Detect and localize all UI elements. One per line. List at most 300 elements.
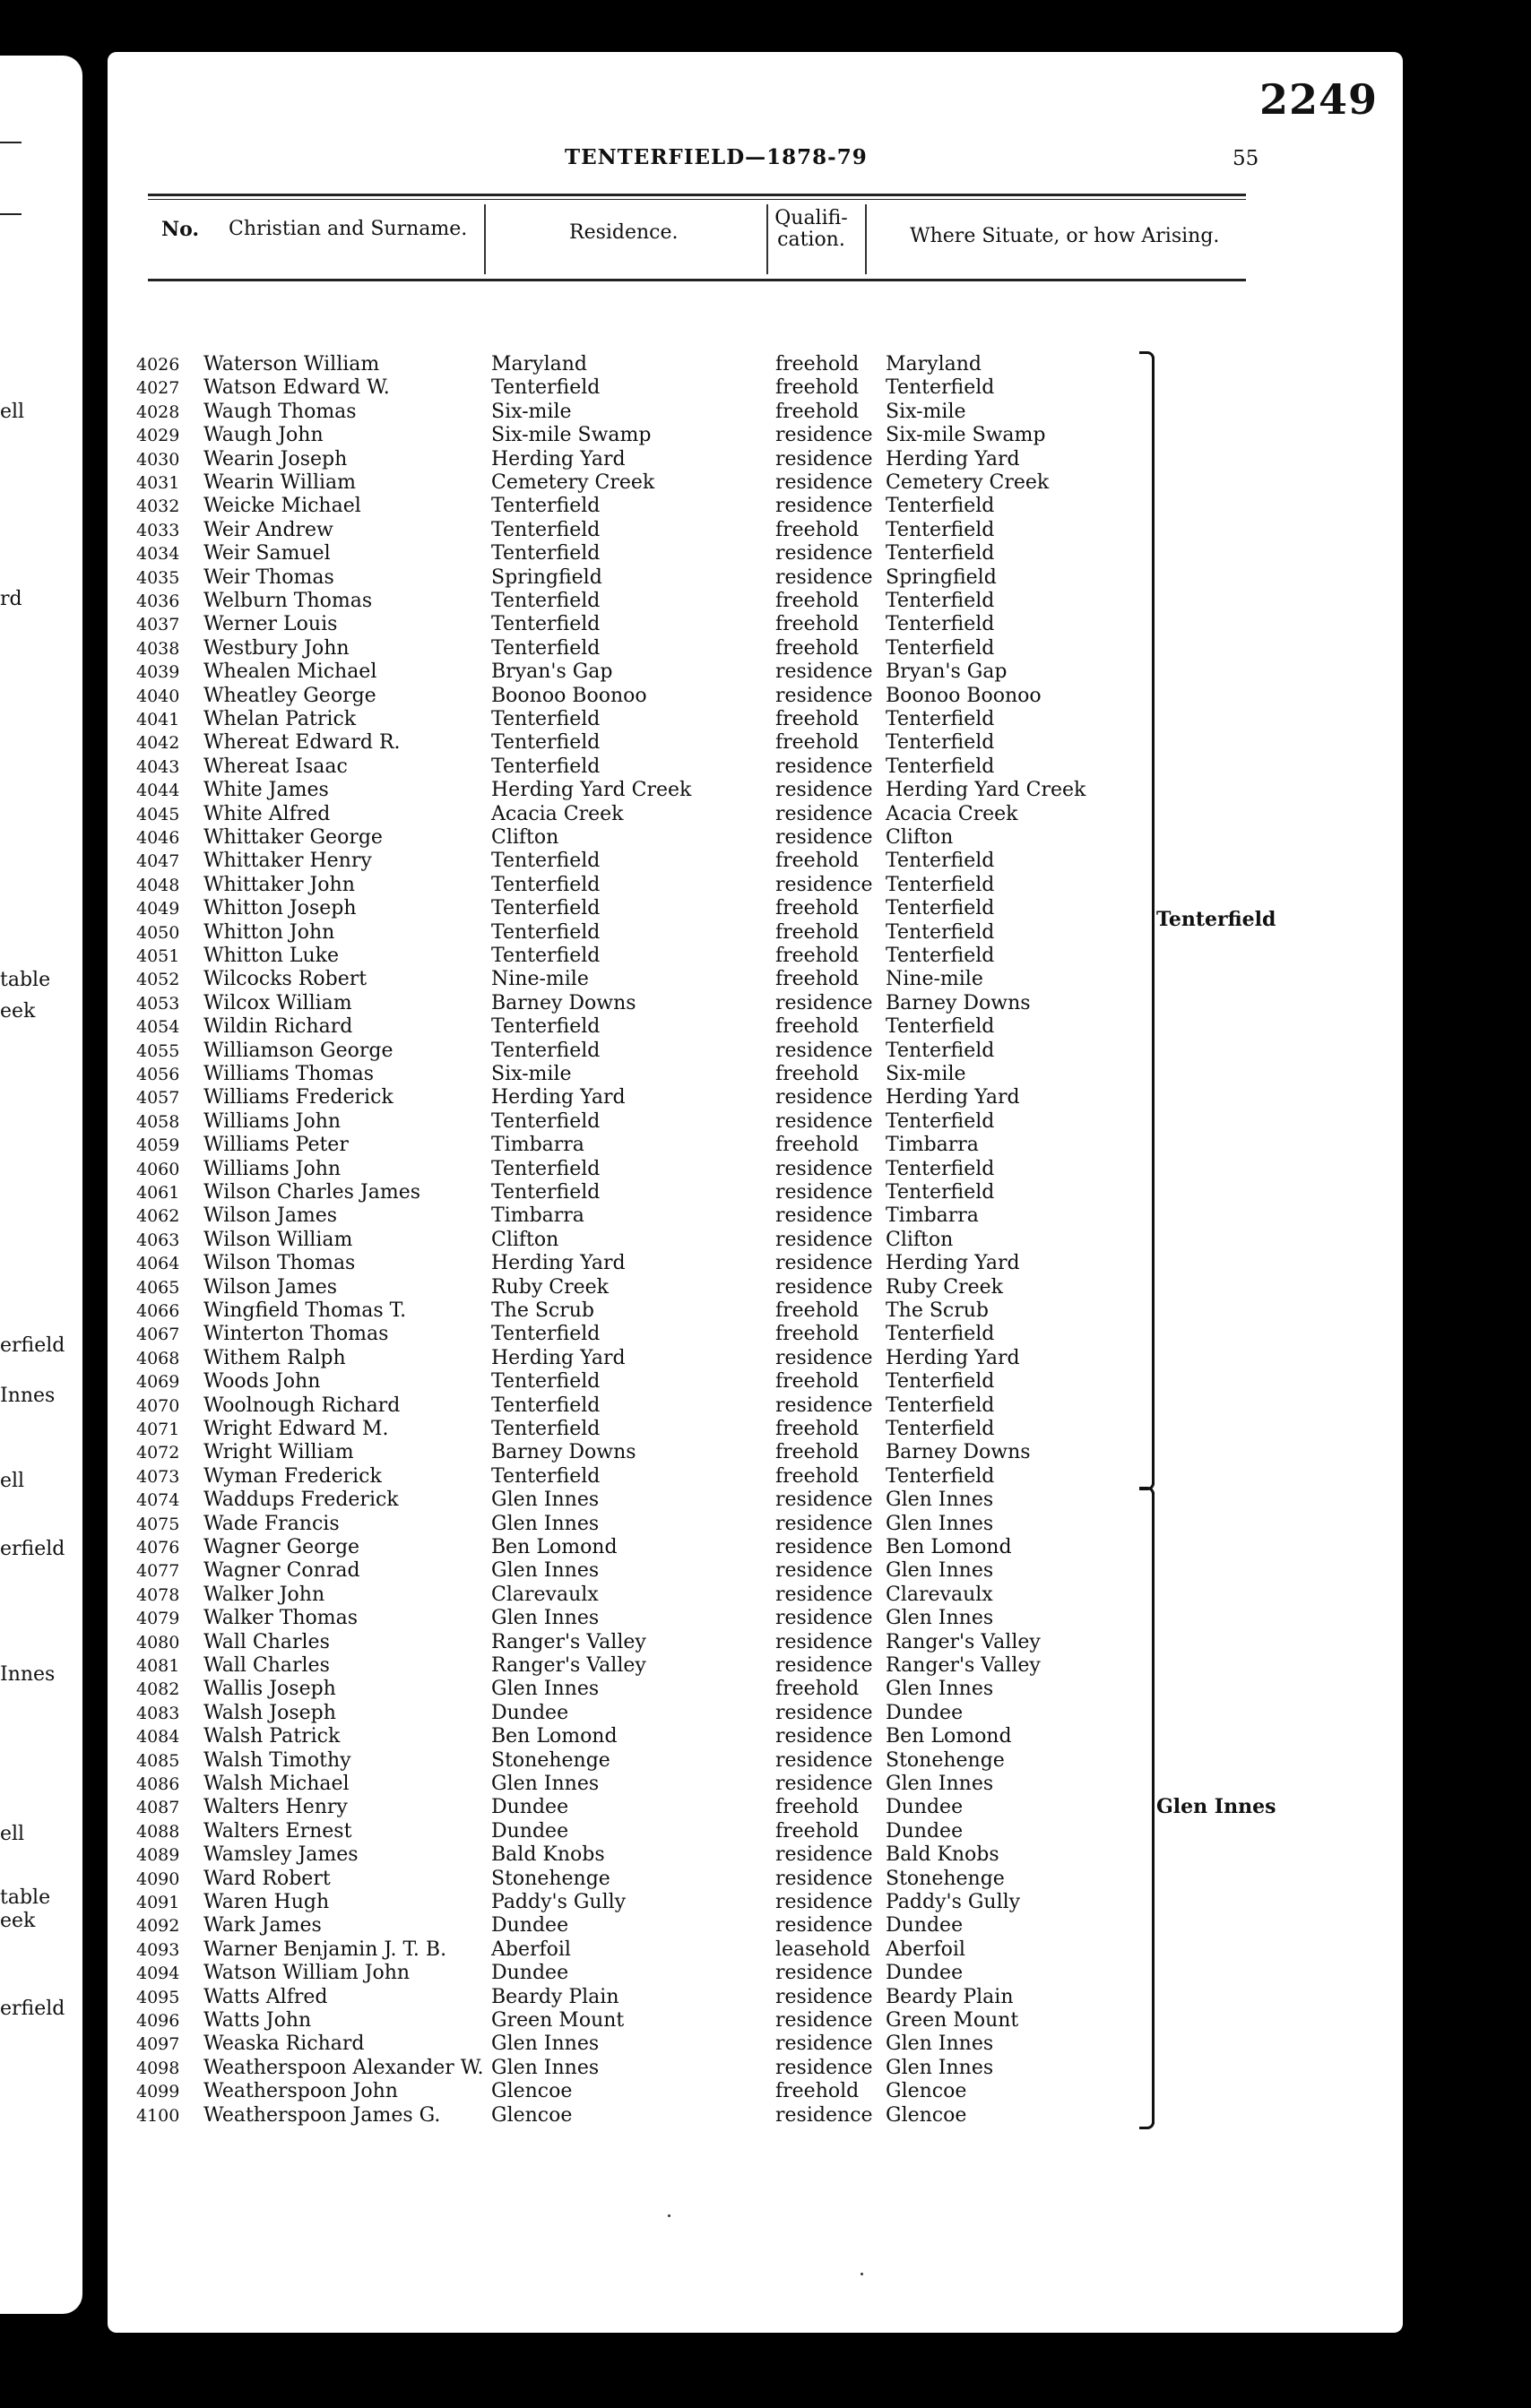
entry-residence: Nine-mile (491, 968, 589, 991)
entry-qualification: freehold (775, 708, 860, 730)
entry-qualification: freehold (775, 636, 860, 660)
entry-qualification: freehold (775, 1134, 860, 1157)
entry-name: Weicke Michael (203, 495, 361, 518)
entry-name: Williams Thomas (203, 1063, 374, 1085)
entry-residence: Tenterfield (491, 636, 601, 660)
entry-residence: Tenterfield (491, 613, 601, 636)
entry-number: 4047 (136, 851, 180, 872)
entry-name: Withem Ralph (203, 1346, 346, 1369)
entry-residence: Green Mount (491, 2009, 625, 2032)
entry-number: 4036 (136, 591, 180, 611)
entry-number: 4084 (136, 1727, 180, 1748)
entry-number: 4083 (136, 1703, 180, 1723)
entry-where-situate: Stonehenge (886, 1867, 1005, 1890)
entry-qualification: residence (775, 755, 873, 778)
entry-residence: Glencoe (491, 2103, 573, 2127)
entry-residence: Tenterfield (491, 1039, 601, 1062)
entry-residence: The Scrub (491, 1299, 595, 1322)
entry-qualification: freehold (775, 353, 860, 375)
entry-qualification: freehold (775, 1323, 860, 1346)
column-divider (484, 204, 486, 274)
entry-residence: Tenterfield (491, 518, 601, 541)
entry-qualification: freehold (775, 613, 860, 636)
entry-where-situate: Aberfoil (886, 1938, 965, 1961)
entry-name: Wingfield Thomas T. (203, 1299, 407, 1322)
entry-number: 4029 (136, 426, 180, 446)
entry-where-situate: Six-mile (886, 400, 966, 423)
entry-name: Wilson William (203, 1228, 353, 1251)
entry-number: 4087 (136, 1798, 180, 1818)
entry-where-situate: Tenterfield (886, 850, 995, 873)
entry-where-situate: Tenterfield (886, 376, 995, 400)
entry-residence: Dundee (491, 1796, 569, 1819)
column-header-where-situate: Where Situate, or how Arising. (910, 225, 1220, 247)
entry-residence: Dundee (491, 1914, 569, 1938)
entry-residence: Tenterfield (491, 850, 601, 873)
entry-number: 4077 (136, 1561, 180, 1582)
entry-residence: Glen Innes (491, 1512, 600, 1535)
entry-qualification: residence (775, 1181, 873, 1204)
entry-name: Waren Hugh (203, 1891, 330, 1913)
entry-number: 4093 (136, 1939, 180, 1960)
entry-where-situate: Cemetery Creek (886, 471, 1050, 494)
group-brace (1143, 357, 1155, 1485)
entry-where-situate: Tenterfield (886, 613, 995, 636)
entry-residence: Boonoo Boonoo (491, 684, 647, 707)
entry-name: Woolnough Richard (203, 1394, 401, 1417)
entry-number: 4028 (136, 401, 180, 422)
entry-number: 4030 (136, 449, 180, 470)
entry-qualification: residence (775, 1630, 873, 1653)
entry-name: Ward Robert (203, 1867, 331, 1890)
entry-name: Weir Thomas (203, 565, 334, 589)
entry-where-situate: Tenterfield (886, 1370, 995, 1394)
entry-residence: Herding Yard (491, 447, 626, 470)
entry-name: Weir Andrew (203, 518, 333, 541)
entry-number: 4058 (136, 1111, 180, 1132)
entry-where-situate: Herding Yard (886, 1346, 1020, 1369)
entry-where-situate: Tenterfield (886, 518, 995, 541)
entry-qualification: freehold (775, 1370, 860, 1394)
entry-name: Walters Ernest (203, 1819, 352, 1843)
entry-where-situate: Glen Innes (886, 2033, 994, 2056)
entry-number: 4085 (136, 1750, 180, 1771)
entry-name: Wall Charles (203, 1654, 330, 1677)
entry-residence: Stonehenge (491, 1748, 610, 1772)
entry-name: Whereat Isaac (203, 755, 348, 778)
entry-qualification: residence (775, 2033, 873, 2056)
entry-name: Whitton Joseph (203, 897, 357, 920)
entry-name: Whelan Patrick (203, 708, 357, 730)
header-rule-inner (148, 199, 1246, 200)
entry-name: Walsh Patrick (203, 1725, 341, 1748)
entry-name: Westbury John (203, 636, 350, 660)
entry-qualification: residence (775, 1346, 873, 1369)
entry-qualification: residence (775, 1701, 873, 1724)
entry-residence: Springfield (491, 565, 602, 589)
facing-page-fragment: Innes (0, 1385, 56, 1407)
entry-residence: Tenterfield (491, 1015, 601, 1039)
entry-number: 4059 (136, 1135, 180, 1156)
entry-qualification: residence (775, 424, 873, 447)
entry-qualification: residence (775, 1867, 873, 1890)
entry-residence: Tenterfield (491, 731, 601, 755)
entry-name: Whereat Edward R. (203, 731, 401, 755)
entry-where-situate: Herding Yard (886, 447, 1020, 470)
entry-where-situate: Ruby Creek (886, 1275, 1003, 1299)
entry-residence: Herding Yard (491, 1252, 626, 1275)
facing-page-fragment: table (0, 969, 51, 991)
entry-qualification: residence (775, 1275, 873, 1299)
entry-name: White James (203, 779, 329, 802)
entry-number: 4049 (136, 899, 180, 919)
entry-where-situate: Dundee (886, 1701, 964, 1724)
entry-residence: Tenterfield (491, 945, 601, 967)
entry-where-situate: Glen Innes (886, 1489, 994, 1512)
entry-qualification: residence (775, 660, 873, 684)
entry-where-situate: Ranger's Valley (886, 1630, 1041, 1653)
entry-qualification: residence (775, 471, 873, 494)
entry-name: Wright Edward M. (203, 1418, 389, 1440)
entry-qualification: residence (775, 565, 873, 589)
entry-residence: Ruby Creek (491, 1275, 609, 1299)
entry-name: Wyman Frederick (203, 1464, 382, 1488)
entry-residence: Tenterfield (491, 495, 601, 518)
entry-residence: Tenterfield (491, 1370, 601, 1394)
entry-name: Wagner Conrad (203, 1559, 360, 1583)
entry-where-situate: Tenterfield (886, 1039, 995, 1062)
entry-where-situate: Glen Innes (886, 1607, 994, 1630)
entry-where-situate: Acacia Creek (886, 802, 1018, 825)
entry-where-situate: Glen Innes (886, 1559, 994, 1583)
entry-where-situate: Glencoe (886, 2103, 967, 2127)
entry-number: 4064 (136, 1254, 180, 1274)
entry-qualification: residence (775, 2103, 873, 2127)
entry-where-situate: Glen Innes (886, 1678, 994, 1701)
facing-page-rule (0, 142, 22, 143)
entry-residence: Herding Yard (491, 1346, 626, 1369)
entry-name: Werner Louis (203, 613, 338, 636)
entry-where-situate: Clifton (886, 826, 954, 849)
entry-number: 4056 (136, 1065, 180, 1084)
register-page (108, 52, 1403, 2333)
entry-qualification: residence (775, 873, 873, 896)
entry-where-situate: Nine-mile (886, 968, 983, 991)
entry-name: Walker Thomas (203, 1607, 359, 1630)
folio-number: 55 (1233, 147, 1259, 170)
entry-where-situate: Tenterfield (886, 542, 995, 565)
facing-page-rule (0, 213, 22, 215)
entry-name: Wilson James (203, 1275, 338, 1299)
entry-qualification: residence (775, 991, 873, 1014)
entry-residence: Glen Innes (491, 1607, 600, 1630)
entry-number: 4070 (136, 1395, 180, 1416)
entry-name: Wildin Richard (203, 1015, 353, 1039)
entry-number: 4063 (136, 1230, 180, 1250)
entry-name: Walker John (203, 1583, 325, 1606)
entry-name: Watts John (203, 2009, 312, 2032)
entry-where-situate: Dundee (886, 1962, 964, 1985)
facing-page-fragment: table (0, 1886, 51, 1909)
entry-qualification: freehold (775, 1063, 860, 1085)
entry-where-situate: Timbarra (886, 1204, 979, 1228)
entry-qualification: residence (775, 802, 873, 825)
entry-name: Williams Frederick (203, 1086, 394, 1109)
entry-qualification: residence (775, 684, 873, 707)
facing-page-fragment: ell (0, 401, 25, 423)
entry-number: 4100 (136, 2105, 180, 2126)
entry-residence: Tenterfield (491, 708, 601, 730)
entry-number: 4073 (136, 1466, 180, 1487)
entry-name: Wearin Joseph (203, 447, 348, 470)
page-title: TENTERFIELD—1878-79 (565, 145, 868, 169)
entry-qualification: residence (775, 1512, 873, 1535)
entry-name: Walsh Timothy (203, 1748, 351, 1772)
entry-residence: Six-mile (491, 1063, 572, 1085)
entry-name: Waterson William (203, 353, 380, 375)
entry-number: 4033 (136, 520, 180, 540)
entry-qualification: freehold (775, 400, 860, 423)
page-number: 2249 (1259, 75, 1379, 124)
entry-residence: Timbarra (491, 1134, 584, 1157)
entry-where-situate: Six-mile (886, 1063, 966, 1085)
entry-qualification: residence (775, 1748, 873, 1772)
entry-where-situate: Tenterfield (886, 731, 995, 755)
entry-name: Wall Charles (203, 1630, 330, 1653)
entry-where-situate: Glen Innes (886, 2056, 994, 2079)
entry-where-situate: Dundee (886, 1796, 964, 1819)
entry-residence: Glencoe (491, 2080, 573, 2103)
entry-residence: Tenterfield (491, 1418, 601, 1440)
entry-number: 4090 (136, 1869, 180, 1889)
entry-name: Watts Alfred (203, 1985, 328, 2008)
entry-name: White Alfred (203, 802, 331, 825)
entry-where-situate: Tenterfield (886, 1418, 995, 1440)
entry-name: Welburn Thomas (203, 590, 373, 612)
entry-residence: Dundee (491, 1701, 569, 1724)
entry-qualification: residence (775, 1157, 873, 1180)
column-header-residence: Residence. (569, 221, 679, 244)
entry-where-situate: Dundee (886, 1914, 964, 1938)
entry-residence: Tenterfield (491, 1181, 601, 1204)
entry-number: 4032 (136, 496, 180, 517)
entry-qualification: residence (775, 1773, 873, 1795)
entry-number: 4050 (136, 922, 180, 943)
entry-residence: Dundee (491, 1819, 569, 1843)
entry-qualification: residence (775, 2056, 873, 2079)
entry-residence: Tenterfield (491, 1464, 601, 1488)
entry-qualification: residence (775, 495, 873, 518)
entry-qualification: freehold (775, 1441, 860, 1464)
entry-qualification: freehold (775, 945, 860, 967)
entry-name: Williamson George (203, 1039, 394, 1062)
entry-residence: Dundee (491, 1962, 569, 1985)
entry-name: Waddups Frederick (203, 1489, 399, 1512)
facing-page-fragment: erfield (0, 1998, 65, 2020)
entry-residence: Ben Lomond (491, 1536, 618, 1558)
facing-page-fragment: erfield (0, 1334, 65, 1357)
entry-number: 4040 (136, 686, 180, 706)
entry-qualification: residence (775, 1536, 873, 1558)
entry-where-situate: Maryland (886, 353, 982, 375)
entry-residence: Tenterfield (491, 376, 601, 400)
entry-where-situate: Six-mile Swamp (886, 424, 1046, 447)
entry-number: 4092 (136, 1916, 180, 1937)
facing-page-fragment: ell (0, 1470, 25, 1492)
entry-name: Wark James (203, 1914, 322, 1938)
entry-name: Williams John (203, 1157, 342, 1180)
entry-where-situate: Tenterfield (886, 1464, 995, 1488)
entry-qualification: residence (775, 826, 873, 849)
entry-where-situate: Herding Yard Creek (886, 779, 1086, 802)
entry-name: Whealen Michael (203, 660, 377, 684)
entry-qualification: residence (775, 1039, 873, 1062)
entry-number: 4046 (136, 828, 180, 848)
entry-residence: Glen Innes (491, 2033, 600, 2056)
entry-name: Williams John (203, 1109, 342, 1133)
entry-where-situate: Tenterfield (886, 636, 995, 660)
entry-qualification: residence (775, 1654, 873, 1677)
print-speck (861, 2273, 863, 2275)
entry-residence: Barney Downs (491, 1441, 636, 1464)
entry-name: Wheatley George (203, 684, 376, 707)
entry-where-situate: Glencoe (886, 2080, 967, 2103)
entry-name: Whitton John (203, 920, 335, 944)
header-rule-top (148, 194, 1246, 196)
entry-qualification: freehold (775, 518, 860, 541)
entry-where-situate: Tenterfield (886, 873, 995, 896)
entry-residence: Aberfoil (491, 1938, 571, 1961)
entry-number: 4062 (136, 1206, 180, 1227)
entry-where-situate: Tenterfield (886, 755, 995, 778)
entry-number: 4075 (136, 1514, 180, 1534)
entry-residence: Tenterfield (491, 1394, 601, 1417)
entry-where-situate: Tenterfield (886, 1181, 995, 1204)
entry-residence: Cemetery Creek (491, 471, 655, 494)
entry-qualification: residence (775, 1985, 873, 2008)
entry-number: 4065 (136, 1277, 180, 1298)
entry-where-situate: Paddy's Gully (886, 1891, 1021, 1913)
entry-qualification: freehold (775, 2080, 860, 2103)
entry-residence: Tenterfield (491, 755, 601, 778)
column-divider (865, 204, 867, 274)
entry-where-situate: Bald Knobs (886, 1843, 999, 1867)
entry-where-situate: The Scrub (886, 1299, 990, 1322)
entry-qualification: freehold (775, 1796, 860, 1819)
entry-name: Wade Francis (203, 1512, 340, 1535)
entry-number: 4035 (136, 567, 180, 588)
entry-number: 4041 (136, 710, 180, 729)
entry-residence: Glen Innes (491, 1678, 600, 1701)
entry-where-situate: Bryan's Gap (886, 660, 1008, 684)
entry-where-situate: Herding Yard (886, 1252, 1020, 1275)
column-header-no: No. (161, 218, 200, 241)
entry-name: Wilcocks Robert (203, 968, 368, 991)
entry-residence: Tenterfield (491, 1323, 601, 1346)
entry-where-situate: Herding Yard (886, 1086, 1020, 1109)
entry-where-situate: Tenterfield (886, 708, 995, 730)
entry-qualification: residence (775, 1583, 873, 1606)
entry-number: 4079 (136, 1609, 180, 1629)
entry-qualification: residence (775, 1394, 873, 1417)
entry-qualification: freehold (775, 1678, 860, 1701)
entry-where-situate: Springfield (886, 565, 997, 589)
entry-residence: Bryan's Gap (491, 660, 613, 684)
entry-number: 4043 (136, 756, 180, 777)
facing-page-fragment: ell (0, 1823, 25, 1845)
print-speck (668, 2214, 670, 2217)
entry-number: 4071 (136, 1420, 180, 1439)
entry-name: Whittaker John (203, 873, 355, 896)
entry-number: 4095 (136, 1987, 180, 2007)
entry-where-situate: Tenterfield (886, 1394, 995, 1417)
entry-name: Wilson Charles James (203, 1181, 421, 1204)
entry-name: Warner Benjamin J. T. B. (203, 1938, 447, 1961)
entry-where-situate: Tenterfield (886, 945, 995, 967)
entry-number: 4074 (136, 1490, 180, 1511)
entry-name: Weir Samuel (203, 542, 331, 565)
entry-residence: Tenterfield (491, 1109, 601, 1133)
entry-name: Winterton Thomas (203, 1323, 389, 1346)
entry-residence: Acacia Creek (491, 802, 624, 825)
entry-number: 4081 (136, 1656, 180, 1676)
entry-number: 4045 (136, 804, 180, 824)
entry-number: 4096 (136, 2011, 180, 2031)
entry-residence: Tenterfield (491, 873, 601, 896)
entry-residence: Clifton (491, 826, 559, 849)
entry-number: 4076 (136, 1538, 180, 1558)
entry-number: 4051 (136, 946, 180, 966)
entry-where-situate: Boonoo Boonoo (886, 684, 1042, 707)
entry-qualification: freehold (775, 1015, 860, 1039)
entry-name: Walters Henry (203, 1796, 348, 1819)
facing-page-fragment: Innes (0, 1663, 56, 1686)
entry-number: 4094 (136, 1964, 180, 1984)
entry-residence: Tenterfield (491, 590, 601, 612)
entry-number: 4048 (136, 875, 180, 895)
group-label: Glen Innes (1156, 1795, 1276, 1819)
entry-number: 4038 (136, 638, 180, 659)
group-brace (1143, 1492, 1155, 2123)
entry-qualification: residence (775, 447, 873, 470)
entry-where-situate: Timbarra (886, 1134, 979, 1157)
column-header-name: Christian and Surname. (229, 218, 468, 240)
entry-residence: Six-mile Swamp (491, 424, 652, 447)
entry-name: Wilson James (203, 1204, 338, 1228)
entry-number: 4042 (136, 733, 180, 754)
entry-where-situate: Clifton (886, 1228, 954, 1251)
entry-residence: Beardy Plain (491, 1985, 619, 2008)
facing-page-fragment: erfield (0, 1538, 65, 1560)
entry-residence: Barney Downs (491, 991, 636, 1014)
entry-qualification: freehold (775, 590, 860, 612)
entry-where-situate: Glen Innes (886, 1512, 994, 1535)
entry-name: Weatherspoon Alexander W. (203, 2056, 484, 2079)
entry-number: 4091 (136, 1893, 180, 1912)
entry-qualification: residence (775, 1109, 873, 1133)
facing-page-fragment: eek (0, 1910, 36, 1932)
entry-qualification: residence (775, 1843, 873, 1867)
entry-qualification: freehold (775, 376, 860, 400)
entry-residence: Timbarra (491, 1204, 584, 1228)
entry-where-situate: Tenterfield (886, 920, 995, 944)
entry-qualification: residence (775, 1559, 873, 1583)
entry-where-situate: Beardy Plain (886, 1985, 1014, 2008)
entry-where-situate: Tenterfield (886, 1109, 995, 1133)
entry-where-situate: Barney Downs (886, 1441, 1031, 1464)
entry-qualification: freehold (775, 1464, 860, 1488)
entry-number: 4068 (136, 1348, 180, 1368)
